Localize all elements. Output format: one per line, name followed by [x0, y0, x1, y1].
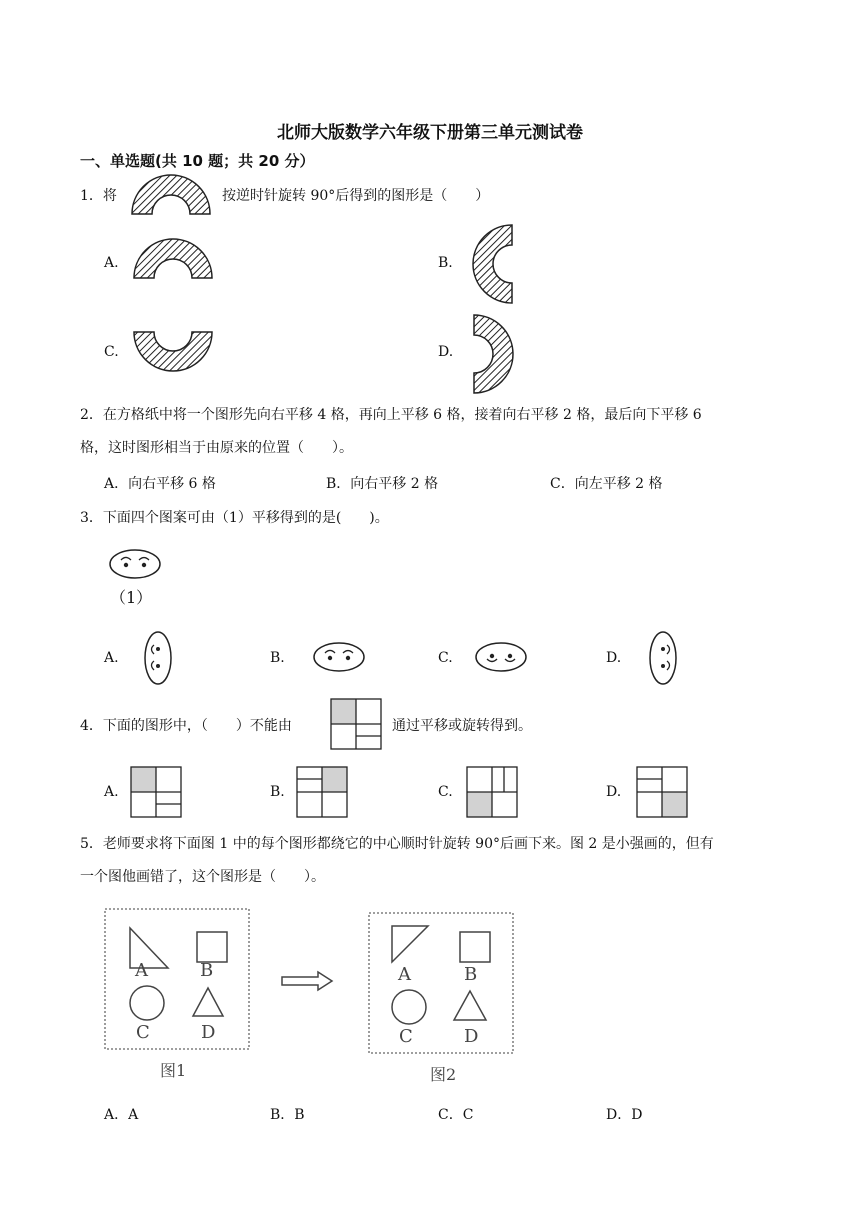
q3-option-c-face[interactable] [474, 641, 530, 673]
q1-option-a-figure[interactable] [132, 236, 214, 280]
q1-option-d-figure[interactable] [472, 314, 516, 394]
fig2-label-d: D [464, 1026, 479, 1047]
fig2-label-c: C [399, 1026, 413, 1047]
q4-reference-grid [330, 698, 382, 750]
fig2-label-b: B [464, 964, 478, 985]
q4-suffix: 通过平移或旋转得到。 [392, 718, 532, 734]
fig1-label-c: C [136, 1022, 150, 1043]
q1-option-a-label[interactable]: A. [104, 255, 119, 271]
q3-option-d-face[interactable] [649, 630, 679, 688]
q1-prefix: 1．将 [80, 188, 117, 204]
q3-reference-face [108, 548, 164, 580]
q4-option-c-label[interactable]: C. [438, 784, 453, 800]
q2-line1: 2．在方格纸中将一个图形先向右平移 4 格，再向上平移 6 格，接着向右平移 2 格，最后向下平移 6 [80, 407, 702, 423]
q3-option-a-label[interactable]: A. [104, 650, 119, 666]
q5-option-d[interactable]: D．D [606, 1107, 643, 1123]
section-heading: 一、单选题(共 10 题；共 20 分） [80, 152, 315, 170]
q1-option-b-figure[interactable] [470, 224, 514, 304]
q5-line2: 一个图他画错了，这个图形是（ ）。 [80, 869, 325, 885]
q4-option-c-grid[interactable] [466, 766, 518, 818]
q3-option-a-face[interactable] [144, 630, 174, 688]
q5-figure-2 [368, 912, 514, 1054]
q1-suffix: 按逆时针旋转 90°后得到的图形是（ ） [222, 188, 490, 204]
q1-arch-figure [130, 172, 212, 216]
q4-option-a-grid[interactable] [130, 766, 182, 818]
q3-option-b-face[interactable] [312, 641, 368, 673]
q5-figure-1 [104, 908, 250, 1050]
q5-option-b[interactable]: B．B [270, 1107, 305, 1123]
fig1-label-b: B [200, 960, 214, 981]
q2-option-a[interactable]: A．向右平移 6 格 [104, 476, 216, 492]
q4-option-d-label[interactable]: D. [606, 784, 622, 800]
q3-figure-label: （1） [110, 588, 153, 607]
fig2-caption: 图2 [430, 1065, 457, 1084]
q1-option-c-figure[interactable] [132, 330, 214, 374]
q1-option-d-label[interactable]: D. [438, 344, 454, 360]
fig2-label-a: A [398, 964, 411, 985]
q4-option-d-grid[interactable] [636, 766, 688, 818]
q3-option-b-label[interactable]: B. [270, 650, 285, 666]
q4-prefix: 4．下面的图形中，（ ）不能由 [80, 718, 292, 734]
q2-option-b[interactable]: B．向右平移 2 格 [326, 476, 439, 492]
fig1-caption: 图1 [160, 1061, 187, 1080]
q3-option-c-label[interactable]: C. [438, 650, 453, 666]
q4-option-b-grid[interactable] [296, 766, 348, 818]
q1-option-c-label[interactable]: C. [104, 344, 119, 360]
page-title: 北师大版数学六年级下册第三单元测试卷 [277, 123, 583, 143]
q1-option-b-label[interactable]: B. [438, 255, 453, 271]
fig1-label-a: A [135, 960, 148, 981]
q4-option-b-label[interactable]: B. [270, 784, 285, 800]
q2-option-c[interactable]: C．向左平移 2 格 [550, 476, 663, 492]
fig1-label-d: D [201, 1022, 216, 1043]
q5-line1: 5．老师要求将下面图 1 中的每个图形都绕它的中心顺时针旋转 90°后画下来。图 2 是小强画的，但有 [80, 836, 714, 852]
q2-line2: 格，这时图形相当于由原来的位置（ ）。 [80, 440, 353, 456]
arrow-right-icon [280, 970, 334, 992]
q3-option-d-label[interactable]: D. [606, 650, 622, 666]
q3-text: 3．下面四个图案可由（1）平移得到的是( )。 [80, 510, 389, 526]
q4-option-a-label[interactable]: A. [104, 784, 119, 800]
q5-option-c[interactable]: C．C [438, 1107, 474, 1123]
q5-option-a[interactable]: A．A [104, 1107, 139, 1123]
